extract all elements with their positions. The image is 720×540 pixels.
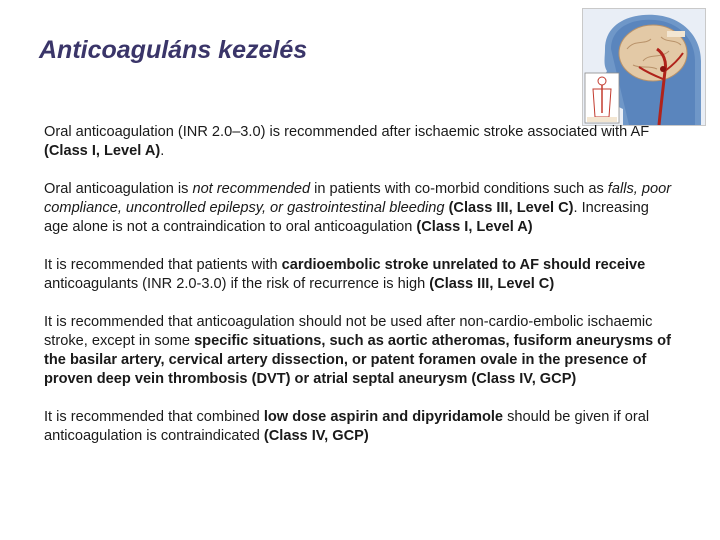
text-run: It is recommended that patients with (44, 257, 282, 273)
brain-head-icon (583, 9, 705, 125)
text-run: Oral anticoagulation is (44, 181, 193, 197)
italic-text: not recommended (192, 181, 311, 197)
text-run: Oral anticoagulation (INR 2.0–3.0) is recommended after ischaemic stroke associated with AF (44, 124, 650, 140)
text-run: . (160, 143, 165, 159)
bold-text: (Class IV, GCP) (471, 371, 577, 387)
bold-text: (Class I, Level A) (44, 143, 161, 159)
bold-text: (Class III, Level C) (429, 276, 555, 292)
paragraph (44, 313, 672, 389)
paragraph (44, 180, 672, 237)
paragraph (44, 256, 672, 294)
bold-text: (Class IV, GCP) (263, 428, 369, 444)
bold-text: (Class III, Level C) (448, 200, 574, 216)
text-run: It is recommended that anticoagulation should not be used after non-cardio-embolic ischaemic stroke, except in some (44, 314, 653, 349)
text-run: It is recommended that combined (44, 409, 264, 425)
brain-anatomy-figure (582, 8, 706, 126)
bold-text: cardioembolic stroke unrelated to AF should receive (281, 257, 646, 273)
text-run: should be given if oral anticoagulation is contraindicated (44, 409, 650, 444)
text-run: . Increasing age alone is not a contraindication to oral anticoagulation (44, 200, 649, 235)
text-run: in patients with co-morbid conditions such as (310, 181, 608, 197)
bold-text: (Class I, Level A) (416, 219, 533, 235)
bold-text: low dose aspirin and dipyridamole (263, 409, 504, 425)
text-run: anticoagulants (INR 2.0-3.0) if the risk of recurrence is high (44, 276, 430, 292)
paragraph (44, 408, 672, 446)
slide-title: Anticoaguláns kezelés (39, 36, 308, 64)
italic-text: falls, poor compliance, uncontrolled epilepsy, or gastrointestinal bleeding (44, 181, 672, 216)
bold-text: specific situations, such as aortic atheromas, fusiform aneurysms of the basilar artery, cervical artery dissection, or patent foramen ovale in the presence of proven deep vein thrombosis (DVT) or atrial septal aneurysm (44, 333, 671, 387)
paragraph (44, 123, 672, 161)
recommendations-text (44, 123, 672, 465)
